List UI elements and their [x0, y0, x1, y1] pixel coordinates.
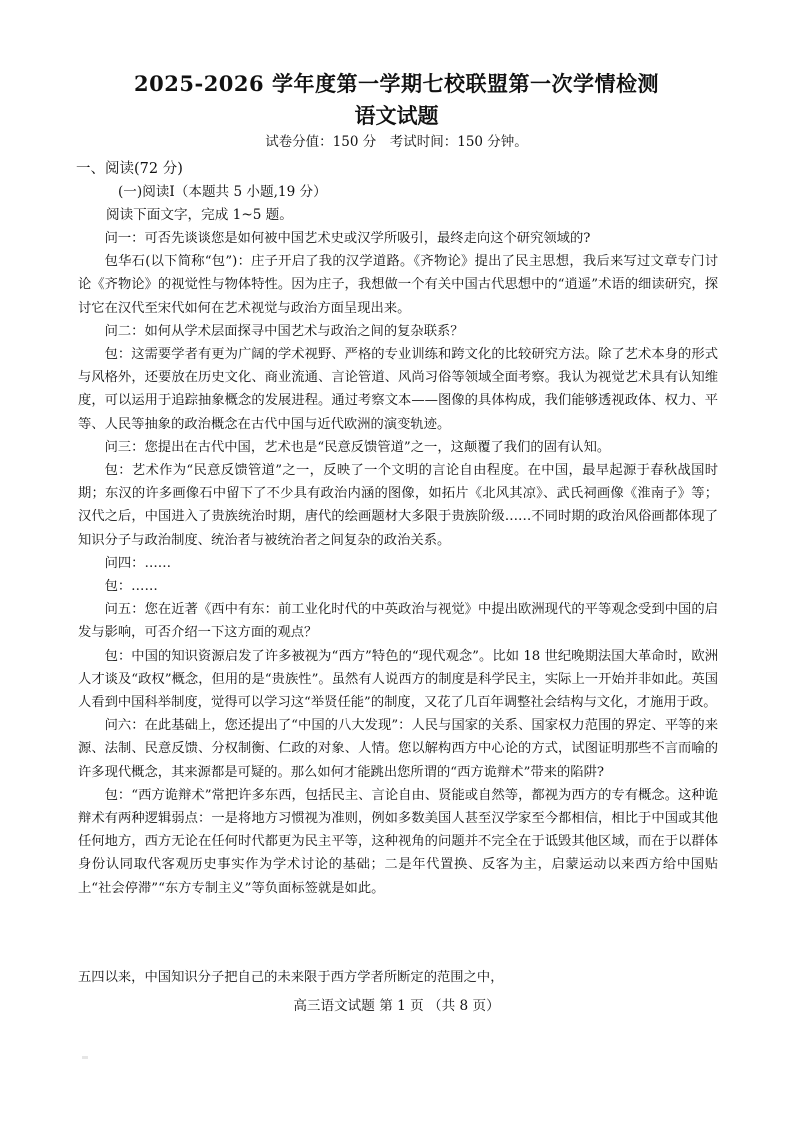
interview-question-1: 问一：可否先谈谈您是如何被中国艺术史或汉学所吸引，最终走向这个研究领域的? [104, 231, 591, 246]
exam-subtitle: 语文试题 [354, 103, 439, 128]
interview-question-4: 问四：…… [104, 555, 172, 571]
interview-question-2: 问二：如何从学术层面探寻中国艺术与政治之间的复杂联系？ [104, 323, 464, 339]
interview-answer-3: 包：艺术作为“民意反馈管道”之一，反映了一个文明的言论自由程度。在中国，最早起源于春秋战国时期；东汉的许多画像石中留下了不少具有政治内涵的图像，如拓片《北风其凉》、武氏祠画像《淮南子》等；汉代之后，中国进入了贵族统治时期，唐代的绘画题材大多限于贵族阶级……不同时期的政治风俗画都体现了知识分子与政治制度、统治者与被统治者之间复杂的政治关系。 [78, 463, 718, 548]
interview-answer-6: 包：“西方诡辩术”常把许多东西，包括民主、言论自由、贤能或自然等，都视为西方的专有概念。这种诡辩术有两种逻辑弱点：一是将地方习惯视为准则，例如多数美国人甚至汉学家至今都相信，相比于中国或其他任何地方，西方无论在任何时代都更为民主平等，这种视角的问题并不完全在于诋毁其他区域，而在于以群体身份认同取代客观历史事实作为学术讨论的基础；二是年代置换、反客为主，启蒙运动以来西方给中国贴上“社会停滞”“东方专制主义”等负面标签就是如此。 [78, 787, 718, 896]
interview-answer-1: 包华石(以下简称“包”)：庄子开启了我的汉学道路。《齐物论》提出了民主思想，我后来写过文章专门讨论《齐物论》的视觉性与物体特性。因为庄子，我想做一个有关中国古代思想中的“逍遥”术语的细读研究，探讨它在汉代至宋代如何在艺术视觉与政治方面呈现出来。 [78, 254, 718, 316]
page-footer: 高三语文试题 第 1 页 （共 8 页） [293, 998, 500, 1014]
exam-meta: 试卷分值：150 分 考试时间：150 分钟。 [265, 134, 528, 150]
interview-answer-2: 包：这需要学者有更为广阔的学术视野、严格的专业训练和跨文化的比较研究方法。除了艺术本身的形式与风格外，还要放在历史文化、商业流通、言论管道、风尚习俗等领域全面考察。我认为视觉艺术具有认知维度，可以运用于追踪抽象概念的发展进程。通过考察文本——图像的具体构成，我们能够透视政体、权力、平等、人民等抽象的政治概念在古代中国与近代欧洲的演变轨迹。 [78, 347, 718, 432]
scan-speck [82, 1056, 88, 1059]
interview-question-3: 问三：您提出在古代中国，艺术也是“民意反馈管道”之一，这颠覆了我们的固有认知。 [104, 439, 611, 455]
exam-body [78, 157, 718, 900]
closing-line: 五四以来，中国知识分子把自己的未来限于西方学者所断定的范围之中， [78, 970, 504, 985]
interview-question-5: 问五：您在近著《西中有东：前工业化时代的中英政治与视觉》中提出欧洲现代的平等观念受到中国的启发与影响，可否介绍一下这方面的观点？ [78, 602, 718, 641]
interview-answer-4: 包：…… [104, 579, 158, 595]
interview-question-6: 问六：在此基础上，您还提出了“中国的八大发现”：人民与国家的关系、国家权力范围的界定、平等的来源、法制、民意反馈、分权制衡、仁政的对象、人情。您以解构西方中心论的方式，试图证明那些不言而喻的许多现代概念，其来源都是可疑的。那么如何才能跳出您所谓的“西方诡辩术”带来的陷阱? [78, 718, 718, 780]
interview-answer-5: 包：中国的知识资源启发了许多被视为“西方”特色的“现代观念”。比如 18 世纪晚期法国大革命时，欧洲人才谈及“政权”概念，但用的是“贵族性”。虽然有人说西方的制度是科学民主，实际上一开始并非如此。英国人看到中国科举制度，觉得可以学习这“举贤任能”的制度，又花了几百年调整社会结构与文化，才施用于政。 [78, 648, 718, 711]
sub-section-heading: (一)阅读Ⅰ（本题共 5 小题,19 分） [118, 184, 327, 200]
exam-title: 2025-2026 学年度第一学期七校联盟第一次学情检测 [134, 71, 659, 96]
section-heading: 一、阅读(72 分) [76, 161, 183, 177]
instruction-text: 阅读下面文字，完成 1~5 题。 [106, 207, 293, 223]
